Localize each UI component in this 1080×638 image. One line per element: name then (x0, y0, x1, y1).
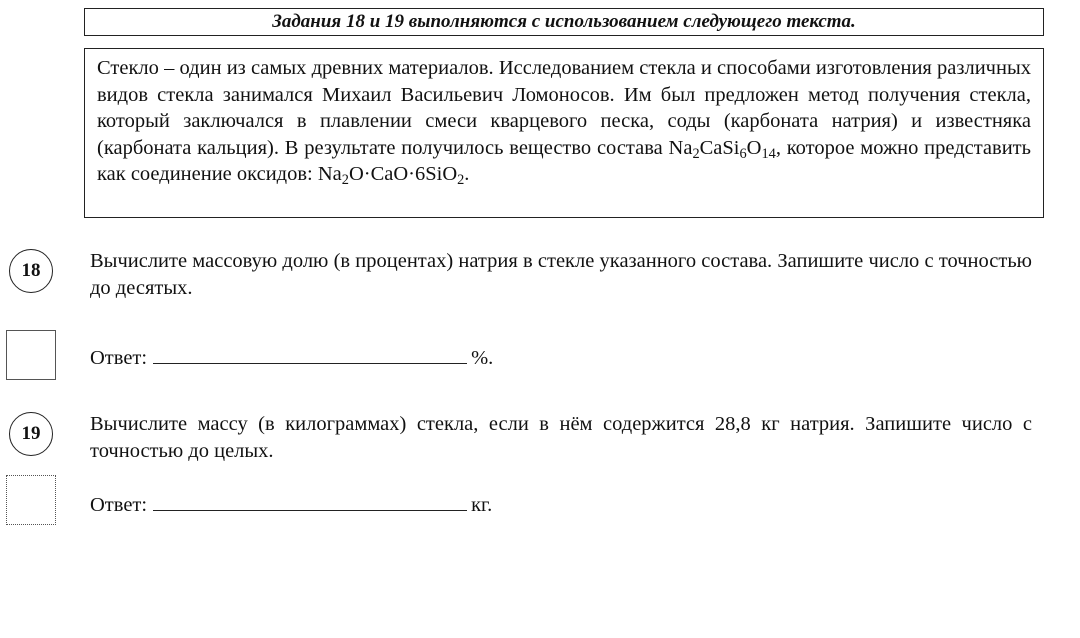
reading-passage (84, 48, 1044, 218)
formula-casi: CaSi (699, 136, 740, 159)
passage-text-part2: , которое можно представить как соединение оксидов: (97, 136, 1031, 185)
passage-end: . (464, 163, 470, 185)
answer-unit-19: кг. (471, 494, 493, 516)
formula-oxides-na: Na (317, 163, 342, 185)
answer-box-19[interactable] (6, 475, 56, 525)
formula-na-sub: 2 (692, 145, 700, 162)
section-header-text: Задания 18 и 19 выполняются с использованием следующего текста. (272, 11, 856, 32)
formula-oxides-rest: O·CaO·6SiO (348, 163, 458, 185)
formula-o: O (746, 136, 762, 159)
passage-text-part1: Стекло – один из самых древних материалов. Исследованием стекла и способами изготовления различных видов стекла занимался Михаил Васильевич Ломоносов. Им был предложен метод получения стекла, который заключался в плавлении смеси кварцевого песка, соды (карбоната натрия) и известняка (карбоната кальция). В результате получилось вещество состава (97, 57, 1031, 159)
answer-line-18 (90, 345, 493, 370)
formula-oxides-o-sub: 2 (457, 172, 465, 188)
formula-o-sub: 14 (761, 145, 776, 162)
answer-label-19: Ответ: (90, 494, 148, 516)
question-text-18: Вычислите массовую долю (в процентах) натрия в стекле указанного состава. Запишите число с точностью до десятых. (90, 250, 1032, 299)
question-number-18: 18 (9, 249, 53, 293)
section-header (84, 8, 1044, 36)
formula-oxides-na-sub: 2 (341, 172, 349, 188)
answer-box-18[interactable] (6, 330, 56, 380)
answer-blank-19[interactable] (153, 492, 467, 511)
formula-glass-composition (668, 136, 776, 162)
answer-line-19 (90, 492, 492, 517)
answer-blank-18[interactable] (153, 345, 467, 364)
answer-label-18: Ответ: (90, 347, 148, 369)
formula-oxides (317, 163, 465, 188)
formula-na: Na (668, 136, 693, 159)
answer-unit-18: %. (471, 347, 494, 369)
formula-si-sub: 6 (739, 145, 747, 162)
question-text-19: Вычислите массу (в килограммах) стекла, если в нём содержится 28,8 кг натрия. Запишите число с точностью до целых. (90, 413, 1032, 462)
question-number-19: 19 (9, 412, 53, 456)
